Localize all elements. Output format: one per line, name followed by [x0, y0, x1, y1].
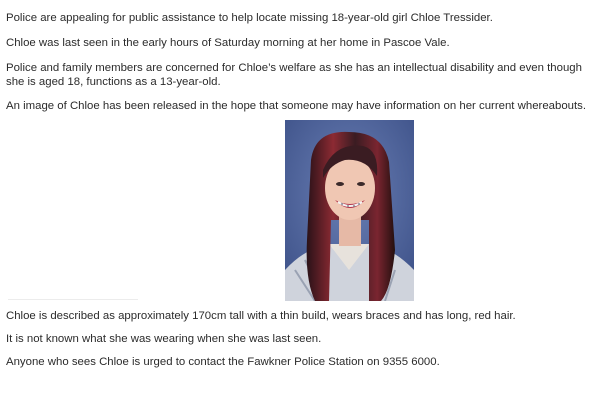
article-paragraph-last-seen: Chloe was last seen in the early hours of Saturday morning at her home in Pascoe Vale.: [6, 37, 450, 49]
article-paragraph-description: Chloe is described as approximately 170cm tall with a thin build, wears braces and has long, red hair.: [6, 310, 516, 322]
divider: [8, 299, 138, 300]
article-paragraph-clothing: It is not known what she was wearing when she was last seen.: [6, 333, 322, 345]
article-paragraph-appeal: Police are appealing for public assistance to help locate missing 18-year-old girl Chloe Tressider.: [6, 12, 493, 24]
article-paragraph-image-release: An image of Chloe has been released in the hope that someone may have information on her current whereabouts.: [6, 100, 587, 112]
missing-person-photo: [285, 120, 414, 301]
article-paragraph-concern: Police and family members are concerned for Chloe’s welfare as she has an intellectual disability and even though she is aged 18, functions as a 13-year-old.: [6, 62, 582, 88]
article-paragraph-contact: Anyone who sees Chloe is urged to contact the Fawkner Police Station on 9355 6000.: [6, 356, 440, 368]
